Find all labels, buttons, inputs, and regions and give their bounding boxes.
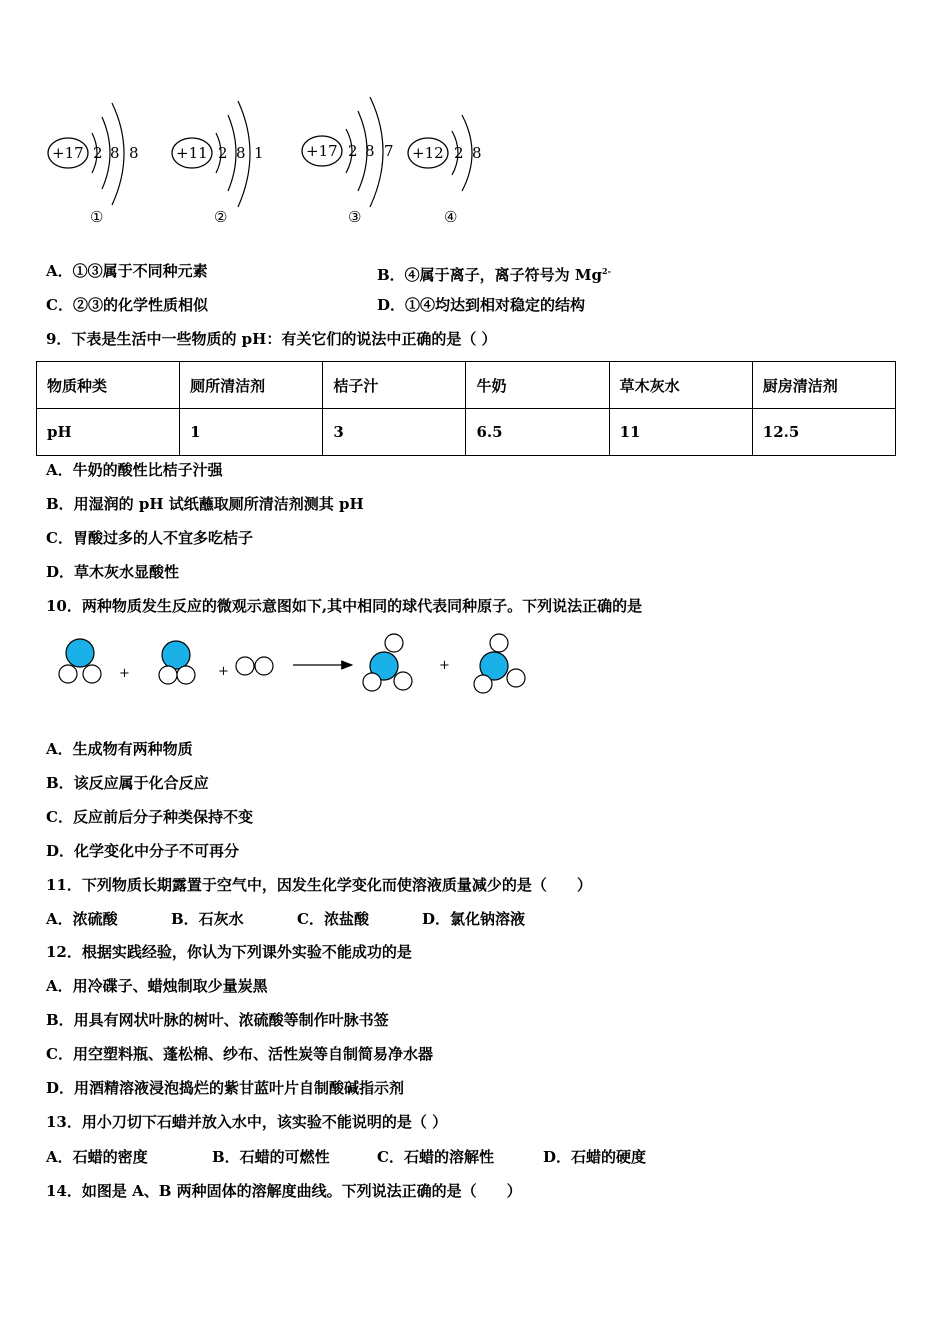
- ph-table-value-row: [37, 409, 896, 456]
- q12-option-b: B．用具有网状叶脉的树叶、浓硫酸等制作叶脉书签: [46, 1011, 389, 1029]
- atom-3-label: ③: [348, 208, 362, 226]
- q9-option-d: D．草木灰水显酸性: [46, 563, 180, 581]
- q11-option-d: D．氯化钠溶液: [422, 910, 526, 928]
- ph-table-cell: pH: [37, 409, 180, 456]
- atom-1-shell-3: 8: [129, 144, 139, 162]
- ph-table-cell: 12.5: [752, 409, 895, 456]
- q8-option-a: A．①③属于不同种元素: [46, 262, 208, 280]
- atom-diagram-4: [408, 115, 482, 226]
- ph-table-header-cell: 草木灰水: [609, 362, 752, 409]
- q12-option-d: D．用酒精溶液浸泡捣烂的紫甘蓝叶片自制酸碱指示剂: [46, 1079, 405, 1097]
- ph-table-header-cell: 牛奶: [466, 362, 609, 409]
- product-molecule-1: [363, 634, 412, 691]
- q8-option-b-text: B．④属于离子，离子符号为 Mg: [377, 266, 602, 284]
- q11-stem: 11．下列物质长期露置于空气中，因发生化学变化而使溶液质量减少的是（ ）: [46, 876, 592, 894]
- q13-option-c: C．石蜡的溶解性: [377, 1148, 494, 1166]
- ph-table-header-cell: 桔子汁: [323, 362, 466, 409]
- q10-option-a: A．生成物有两种物质: [46, 740, 193, 758]
- q10-option-b: B．该反应属于化合反应: [46, 774, 209, 792]
- q10-option-d: D．化学变化中分子不可再分: [46, 842, 240, 860]
- reactant-molecule-1: [59, 639, 101, 683]
- atom-1-nucleus: +17: [52, 144, 84, 162]
- plus-sign-3: +: [439, 658, 450, 673]
- reaction-diagram: [50, 628, 540, 703]
- q8-option-b: [377, 262, 611, 284]
- plus-sign-1: +: [119, 666, 130, 681]
- plus-sign-2: +: [218, 664, 229, 679]
- ph-table-header-cell: 厨房清洁剂: [752, 362, 895, 409]
- atom-1-shell-2: 8: [110, 144, 120, 162]
- atom-2-label: ②: [214, 208, 228, 226]
- ph-table-cell: 6.5: [466, 409, 609, 456]
- atom-4-shell-2: 8: [472, 144, 482, 162]
- ph-table-cell: 3: [323, 409, 466, 456]
- atom-2-shell-3: 1: [254, 144, 264, 162]
- reactant-molecule-3: [236, 657, 273, 675]
- q12-option-c: C．用空塑料瓶、蓬松棉、纱布、活性炭等自制简易净水器: [46, 1045, 433, 1063]
- q11-option-c: C．浓盐酸: [297, 910, 369, 928]
- atom-1-label: ①: [90, 208, 104, 226]
- ph-table-cell: 11: [609, 409, 752, 456]
- q11-option-a: A．浓硫酸: [46, 910, 118, 928]
- ph-table-header-cell: 厕所清洁剂: [180, 362, 323, 409]
- q12-stem: 12．根据实践经验，你认为下列课外实验不能成功的是: [46, 943, 412, 961]
- atom-2-shell-1: 2: [218, 144, 228, 162]
- q13-option-b: B．石蜡的可燃性: [212, 1148, 330, 1166]
- q8-option-d: D．①④均达到相对稳定的结构: [377, 296, 586, 314]
- q10-stem: 10．两种物质发生反应的微观示意图如下,其中相同的球代表同种原子。下列说法正确的是: [46, 597, 643, 615]
- q8-option-c: C．②③的化学性质相似: [46, 296, 208, 314]
- atom-3-shell-3: 7: [384, 142, 394, 160]
- q9-stem: 9．下表是生活中一些物质的 pH：有关它们的说法中正确的是（ ）: [46, 330, 497, 348]
- q11-option-b: B．石灰水: [171, 910, 244, 928]
- atom-2-shell-2: 8: [236, 144, 246, 162]
- atom-3-shell-1: 2: [348, 142, 358, 160]
- q8-option-b-sup: 2-: [602, 266, 611, 276]
- q14-stem: 14．如图是 A、B 两种固体的溶解度曲线。下列说法正确的是（ ）: [46, 1182, 522, 1200]
- atom-3-shell-2: 8: [365, 142, 375, 160]
- ph-table-cell: 1: [180, 409, 323, 456]
- atom-diagram-1: [48, 103, 139, 226]
- ph-table: [36, 361, 896, 456]
- q9-option-b: B．用湿润的 pH 试纸蘸取厕所清洁剂测其 pH: [46, 495, 364, 513]
- q10-option-c: C．反应前后分子种类保持不变: [46, 808, 253, 826]
- ph-table-header-row: [37, 362, 896, 409]
- atom-4-label: ④: [444, 208, 458, 226]
- q13-option-a: A．石蜡的密度: [46, 1148, 148, 1166]
- q12-option-a: A．用冷碟子、蜡烛制取少量炭黑: [46, 977, 268, 995]
- reactant-molecule-2: [159, 641, 195, 684]
- atom-diagram-3: [302, 97, 394, 226]
- q13-stem: 13．用小刀切下石蜡并放入水中，该实验不能说明的是（ ）: [46, 1113, 448, 1131]
- atom-3-nucleus: +17: [306, 142, 338, 160]
- ph-table-header-cell: 物质种类: [37, 362, 180, 409]
- atom-4-nucleus: +12: [412, 144, 444, 162]
- atom-2-nucleus: +11: [176, 144, 208, 162]
- q13-option-d: D．石蜡的硬度: [543, 1148, 647, 1166]
- atom-structure-diagrams: [40, 95, 510, 235]
- atom-diagram-2: [172, 101, 264, 226]
- q9-option-c: C．胃酸过多的人不宜多吃桔子: [46, 529, 253, 547]
- q9-option-a: A．牛奶的酸性比桔子汁强: [46, 461, 223, 479]
- atom-1-shell-1: 2: [93, 144, 103, 162]
- atom-4-shell-1: 2: [454, 144, 464, 162]
- product-molecule-2: [474, 634, 525, 693]
